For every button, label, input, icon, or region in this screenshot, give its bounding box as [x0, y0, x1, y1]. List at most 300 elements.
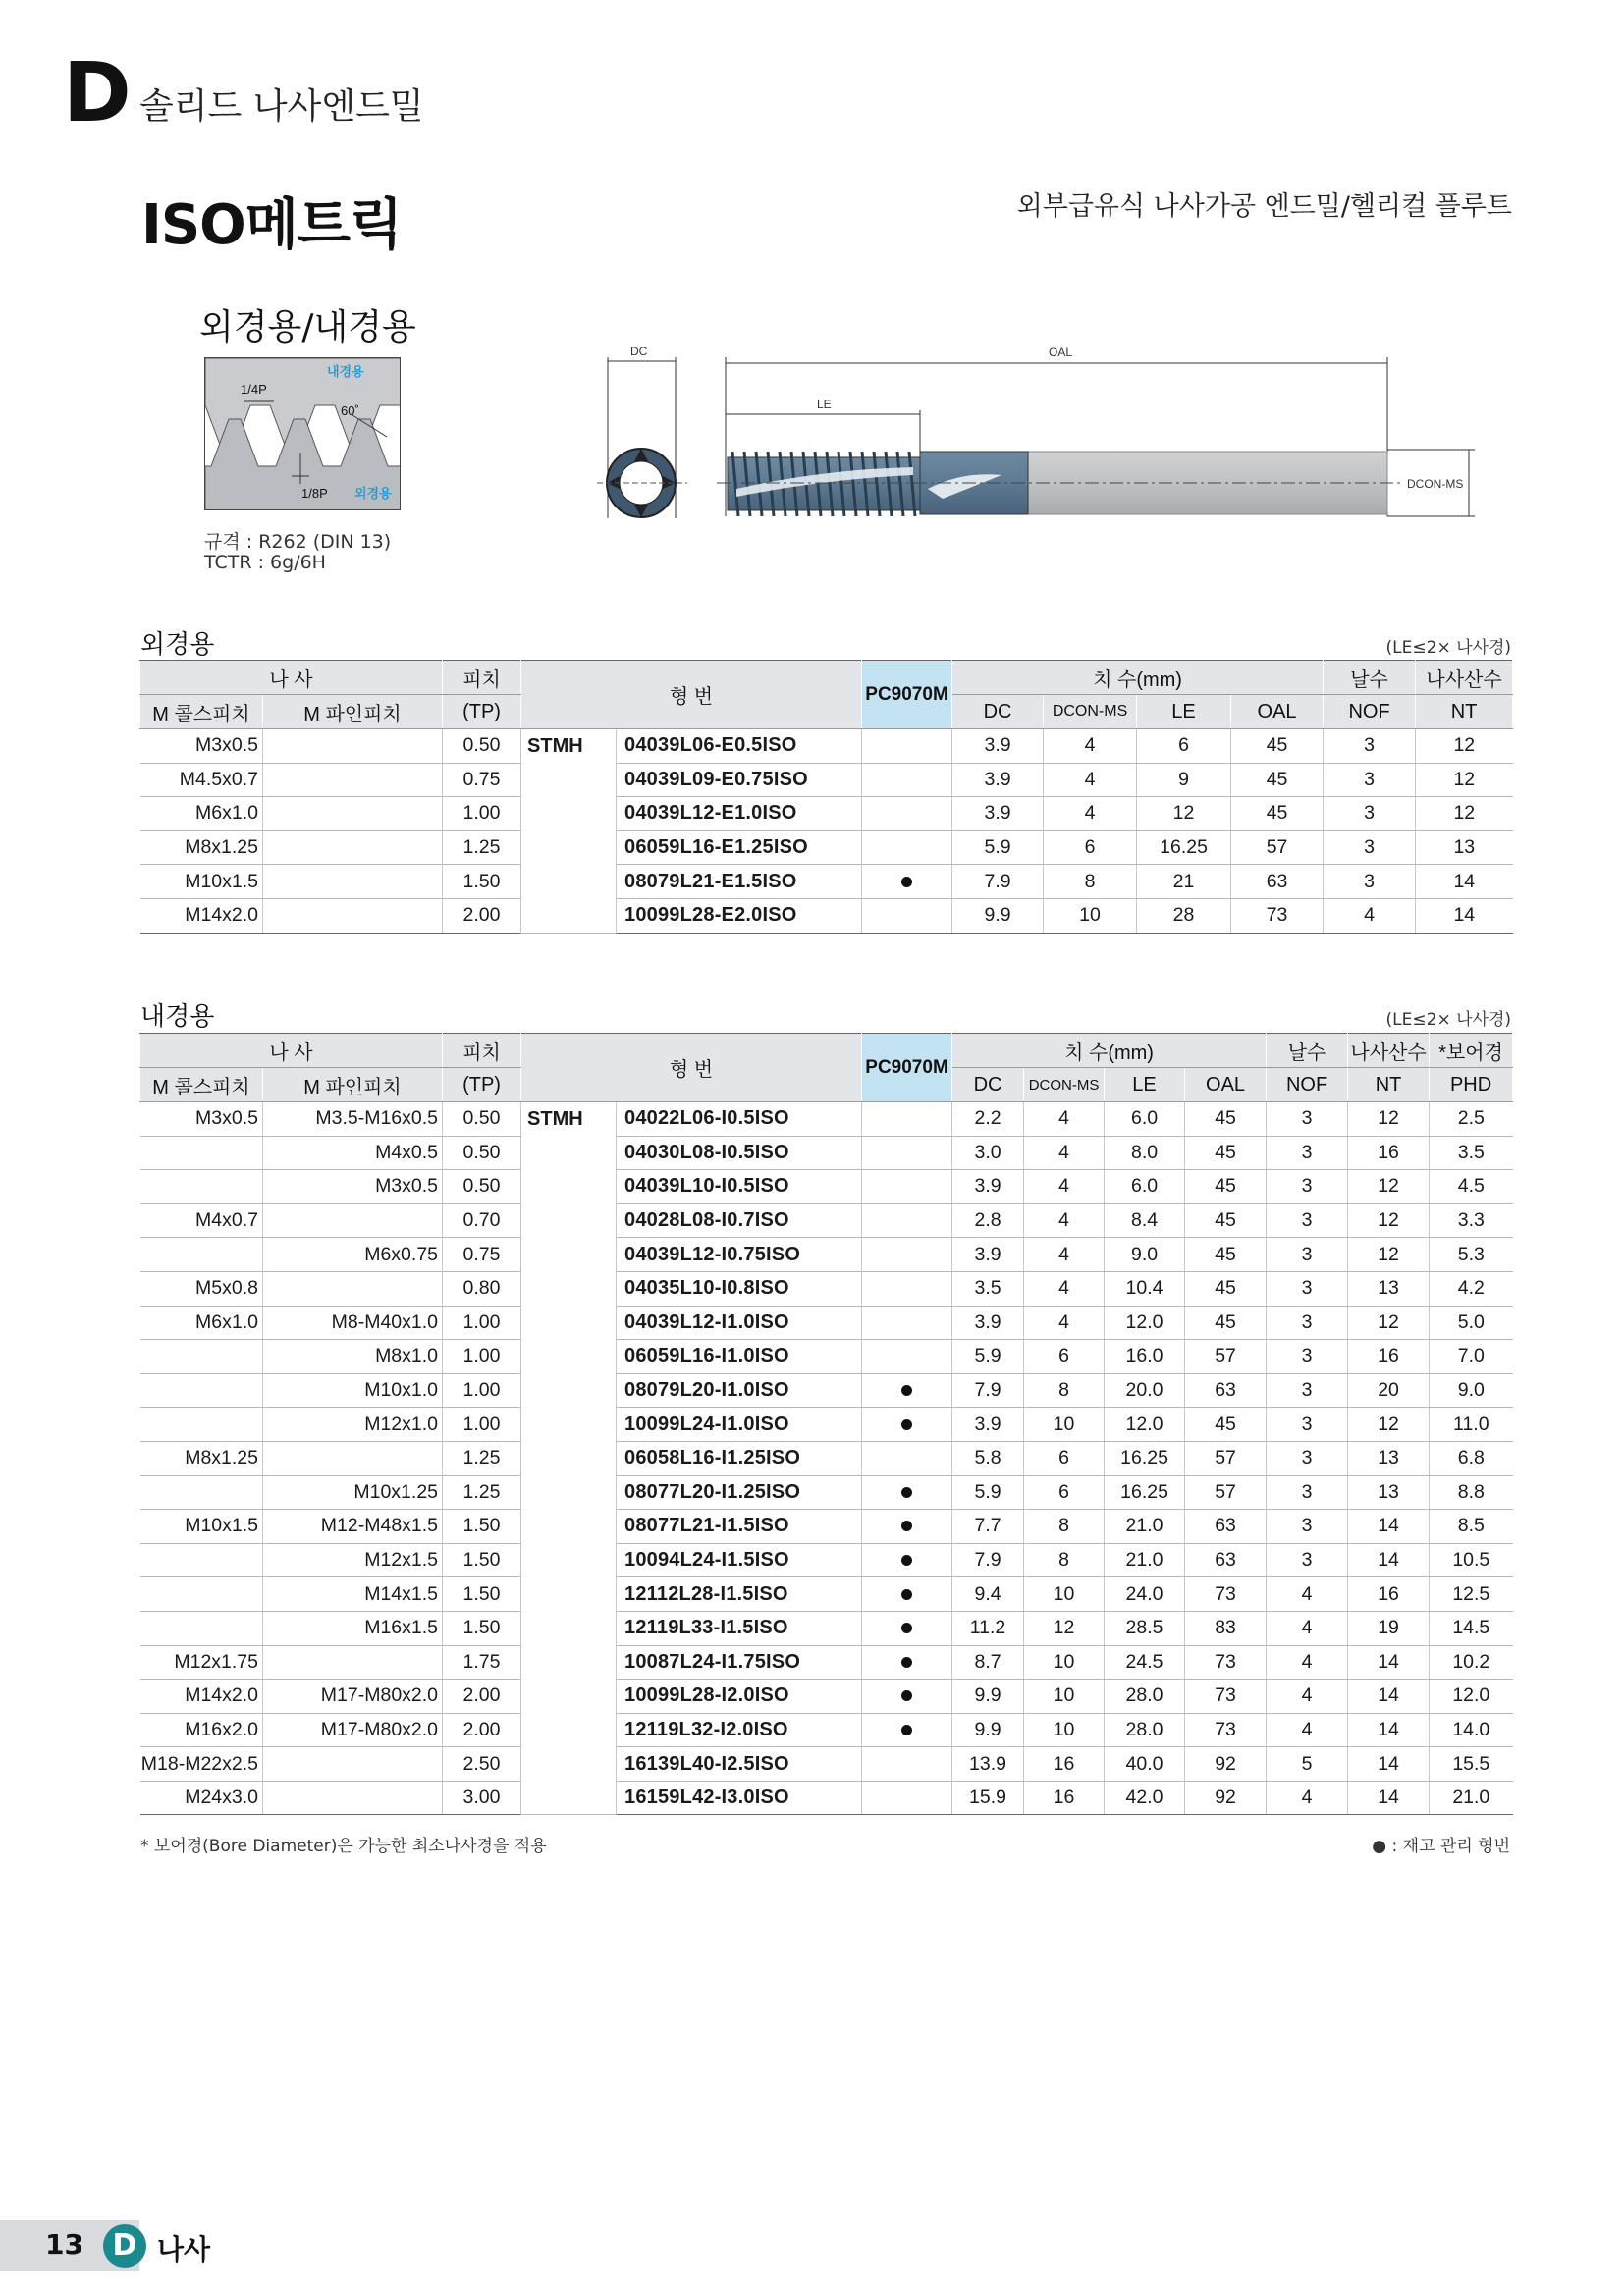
le-cell: 9	[1137, 763, 1231, 797]
nof-cell: 3	[1267, 1271, 1348, 1306]
oal-cell: 45	[1185, 1136, 1267, 1170]
phd-cell: 3.3	[1430, 1203, 1513, 1238]
le-cell: 9.0	[1105, 1238, 1185, 1272]
fine-pitch-cell	[263, 797, 443, 831]
dcon-cell: 6	[1044, 830, 1137, 865]
oal-cell: 45	[1231, 729, 1324, 764]
oal-cell: 45	[1185, 1238, 1267, 1272]
dc-cell: 5.9	[952, 830, 1044, 865]
external-spec-table	[139, 660, 1513, 934]
dcon-label: DCON-MS	[1407, 477, 1464, 491]
stock-cell	[862, 1373, 952, 1408]
coarse-pitch-cell: M4x0.7	[140, 1203, 263, 1238]
pitch-cell: 1.25	[443, 830, 521, 865]
table-row	[140, 1373, 1513, 1408]
coarse-pitch-cell	[140, 1136, 263, 1170]
le-cell: 6.0	[1105, 1102, 1185, 1137]
thread-header: 나 사	[140, 1034, 443, 1068]
dcon-header: DCON-MS	[1024, 1068, 1105, 1102]
phd-cell: 4.5	[1430, 1170, 1513, 1204]
oal-cell: 57	[1185, 1441, 1267, 1475]
nof-cell: 4	[1267, 1781, 1348, 1815]
fine-pitch-cell: M14x1.5	[263, 1577, 443, 1612]
table-row	[140, 1340, 1513, 1374]
table-row	[140, 898, 1513, 933]
oal-cell: 57	[1185, 1475, 1267, 1510]
fine-pitch-cell: M17-M80x2.0	[263, 1713, 443, 1747]
table-row	[140, 830, 1513, 865]
nof-cell: 3	[1267, 1510, 1348, 1544]
oal-cell: 45	[1185, 1306, 1267, 1340]
nof-cell: 3	[1267, 1340, 1348, 1374]
nof-cell: 3	[1267, 1170, 1348, 1204]
internal-spec-table	[139, 1033, 1513, 1815]
pitch-cell: 0.80	[443, 1271, 521, 1306]
fine-pitch-cell: M17-M80x2.0	[263, 1680, 443, 1714]
nof-cell: 4	[1267, 1680, 1348, 1714]
part-number-cell: 04028L08-I0.7ISO	[617, 1203, 862, 1238]
part-number-cell: 04035L10-I0.8ISO	[617, 1271, 862, 1306]
nt-cell: 13	[1348, 1475, 1430, 1510]
angle-label: 60˚	[341, 403, 359, 418]
nof-cell: 3	[1267, 1306, 1348, 1340]
pitch-cell: 2.00	[443, 1713, 521, 1747]
coarse-pitch-cell: M4.5x0.7	[140, 763, 263, 797]
le-cell: 6.0	[1105, 1170, 1185, 1204]
section-title: 솔리드 나사엔드밀	[139, 86, 424, 127]
le-cell: 28.0	[1105, 1713, 1185, 1747]
stock-cell	[862, 1340, 952, 1374]
nt-cell: 14	[1348, 1781, 1430, 1815]
part-number-cell: 08077L20-I1.25ISO	[617, 1475, 862, 1510]
coarse-pitch-cell: M16x2.0	[140, 1713, 263, 1747]
stock-dot-icon	[901, 1555, 912, 1566]
fine-pitch-cell: M12x1.5	[263, 1543, 443, 1577]
dcon-cell: 10	[1024, 1713, 1105, 1747]
fine-pitch-cell	[263, 1781, 443, 1815]
dc-cell: 9.4	[952, 1577, 1024, 1612]
external-table-title: 외경용	[140, 630, 215, 660]
coarse-pitch-cell: M3x0.5	[140, 1102, 263, 1137]
fine-pitch-cell	[263, 1645, 443, 1680]
le-header: LE	[1105, 1068, 1185, 1102]
grade-header: PC9070M	[862, 1034, 952, 1102]
le-header: LE	[1137, 695, 1231, 729]
stock-cell	[862, 1543, 952, 1577]
oal-cell: 73	[1185, 1713, 1267, 1747]
dc-cell: 3.5	[952, 1271, 1024, 1306]
oal-cell: 63	[1231, 865, 1324, 899]
part-number-cell: 04022L06-I0.5ISO	[617, 1102, 862, 1137]
oal-cell: 45	[1185, 1203, 1267, 1238]
series-cell: STMH	[521, 1102, 617, 1815]
page-subtitle: 외부급유식 나사가공 엔드밀/헬리컬 플루트	[1016, 191, 1512, 222]
dcon-header: DCON-MS	[1044, 695, 1137, 729]
table-row	[140, 1475, 1513, 1510]
dc-cell: 7.9	[952, 865, 1044, 899]
pitch-header: 피치	[443, 661, 521, 695]
table-row	[140, 1747, 1513, 1782]
fine-pitch-cell: M3.5-M16x0.5	[263, 1102, 443, 1137]
fine-pitch-cell	[263, 1203, 443, 1238]
nt-header: NT	[1416, 695, 1513, 729]
coarse-pitch-cell: M12x1.75	[140, 1645, 263, 1680]
part-number-cell: 06058L16-I1.25ISO	[617, 1441, 862, 1475]
phd-cell: 4.2	[1430, 1271, 1513, 1306]
table-row	[140, 1680, 1513, 1714]
nt-cell: 12	[1416, 729, 1513, 764]
nt-cell: 12	[1348, 1238, 1430, 1272]
stock-cell	[862, 1203, 952, 1238]
nt-cell: 14	[1348, 1680, 1430, 1714]
oal-cell: 83	[1185, 1611, 1267, 1645]
oal-cell: 73	[1185, 1680, 1267, 1714]
part-number-cell: 10094L24-I1.5ISO	[617, 1543, 862, 1577]
pitch-cell: 1.25	[443, 1475, 521, 1510]
pitch-cell: 1.50	[443, 1577, 521, 1612]
coarse-pitch-cell: M6x1.0	[140, 797, 263, 831]
dc-cell: 3.9	[952, 1238, 1024, 1272]
phd-cell: 3.5	[1430, 1136, 1513, 1170]
phd-cell: 21.0	[1430, 1781, 1513, 1815]
dcon-cell: 10	[1024, 1680, 1105, 1714]
fine-pitch-cell	[263, 1441, 443, 1475]
stock-cell	[862, 1271, 952, 1306]
dcon-cell: 16	[1024, 1781, 1105, 1815]
dims-header: 치 수(mm)	[952, 661, 1324, 695]
coarse-pitch-cell: M14x2.0	[140, 898, 263, 933]
coarse-pitch-cell: M8x1.25	[140, 1441, 263, 1475]
nt-cell: 12	[1348, 1306, 1430, 1340]
phd-cell: 9.0	[1430, 1373, 1513, 1408]
le-label: LE	[817, 398, 832, 411]
dcon-cell: 16	[1024, 1747, 1105, 1782]
stock-footnote: ● : 재고 관리 형번	[1372, 1837, 1510, 1856]
coarse-pitch-cell	[140, 1238, 263, 1272]
fine-header: M 파인피치	[263, 1068, 443, 1102]
fine-pitch-cell	[263, 898, 443, 933]
le-cell: 24.0	[1105, 1577, 1185, 1612]
nof-cell: 3	[1267, 1102, 1348, 1137]
fine-pitch-cell: M10x1.25	[263, 1475, 443, 1510]
coarse-pitch-cell: M14x2.0	[140, 1680, 263, 1714]
stock-dot-icon	[901, 1521, 912, 1531]
part-number-cell: 12112L28-I1.5ISO	[617, 1577, 862, 1612]
le-cell: 42.0	[1105, 1781, 1185, 1815]
nt-cell: 12	[1416, 763, 1513, 797]
le-cell: 16.0	[1105, 1340, 1185, 1374]
oal-cell: 63	[1185, 1510, 1267, 1544]
pitch-cell: 1.50	[443, 1543, 521, 1577]
pitch-cell: 1.00	[443, 1408, 521, 1442]
nt-cell: 14	[1416, 865, 1513, 899]
pitch-cell: 1.50	[443, 1611, 521, 1645]
nt-cell: 12	[1348, 1170, 1430, 1204]
coarse-pitch-cell	[140, 1340, 263, 1374]
le-cell: 8.0	[1105, 1136, 1185, 1170]
fine-pitch-cell: M10x1.0	[263, 1373, 443, 1408]
dc-cell: 5.9	[952, 1340, 1024, 1374]
part-number-cell: 08077L21-I1.5ISO	[617, 1510, 862, 1544]
nof-cell: 4	[1267, 1577, 1348, 1612]
table-row	[140, 1577, 1513, 1612]
coarse-pitch-cell	[140, 1408, 263, 1442]
coarse-pitch-cell	[140, 1373, 263, 1408]
oal-cell: 45	[1185, 1102, 1267, 1137]
nof-cell: 4	[1267, 1713, 1348, 1747]
dcon-cell: 10	[1024, 1645, 1105, 1680]
part-number-cell: 04039L12-I1.0ISO	[617, 1306, 862, 1340]
le-cell: 21.0	[1105, 1543, 1185, 1577]
dcon-cell: 4	[1024, 1271, 1105, 1306]
oal-cell: 92	[1185, 1747, 1267, 1782]
nof-cell: 3	[1324, 830, 1416, 865]
dcon-cell: 4	[1044, 729, 1137, 764]
oal-header: OAL	[1231, 695, 1324, 729]
spec-tolerance: TCTR : 6g/6H	[204, 552, 326, 573]
coarse-pitch-cell	[140, 1475, 263, 1510]
oal-cell: 45	[1185, 1170, 1267, 1204]
stock-cell	[862, 1645, 952, 1680]
le-cell: 6	[1137, 729, 1231, 764]
nof-cell: 3	[1267, 1475, 1348, 1510]
dcon-cell: 4	[1024, 1102, 1105, 1137]
internal-table-note: (LE≤2× 나사경)	[1385, 1010, 1511, 1030]
oal-cell: 57	[1231, 830, 1324, 865]
part-number-cell: 04039L10-I0.5ISO	[617, 1170, 862, 1204]
fine-pitch-cell: M12x1.0	[263, 1408, 443, 1442]
table-row	[140, 1408, 1513, 1442]
nt-cell: 14	[1348, 1747, 1430, 1782]
dc-cell: 7.9	[952, 1373, 1024, 1408]
le-cell: 12.0	[1105, 1408, 1185, 1442]
part-number-cell: 04039L12-E1.0ISO	[617, 797, 862, 831]
pitch-cell: 0.50	[443, 729, 521, 764]
stock-cell	[862, 1577, 952, 1612]
nof-cell: 5	[1267, 1747, 1348, 1782]
le-cell: 16.25	[1105, 1441, 1185, 1475]
nof-header: NOF	[1267, 1068, 1348, 1102]
nt-cell: 14	[1348, 1645, 1430, 1680]
part-number-cell: 10099L24-I1.0ISO	[617, 1408, 862, 1442]
le-cell: 21	[1137, 865, 1231, 899]
coarse-pitch-cell: M24x3.0	[140, 1781, 263, 1815]
nof-cell: 3	[1267, 1203, 1348, 1238]
dc-cell: 2.2	[952, 1102, 1024, 1137]
pitch-cell: 1.00	[443, 1373, 521, 1408]
page-number: 13	[45, 2228, 83, 2261]
pitch-cell: 1.75	[443, 1645, 521, 1680]
part-number-cell: 08079L21-E1.5ISO	[617, 865, 862, 899]
dcon-cell: 4	[1024, 1238, 1105, 1272]
dcon-cell: 8	[1024, 1543, 1105, 1577]
nt-cell: 19	[1348, 1611, 1430, 1645]
nt-cell: 12	[1348, 1102, 1430, 1137]
fine-pitch-cell: M12-M48x1.5	[263, 1510, 443, 1544]
dcon-cell: 6	[1024, 1340, 1105, 1374]
dcon-cell: 6	[1024, 1475, 1105, 1510]
dc-cell: 3.9	[952, 1170, 1024, 1204]
phd-cell: 15.5	[1430, 1747, 1513, 1782]
fine-pitch-cell: M3x0.5	[263, 1170, 443, 1204]
nt-cell: 14	[1348, 1510, 1430, 1544]
stock-cell	[862, 1747, 952, 1782]
series-cell: STMH	[521, 729, 617, 934]
oal-cell: 63	[1185, 1543, 1267, 1577]
oal-label: OAL	[1049, 346, 1073, 359]
table-row	[140, 1645, 1513, 1680]
stock-cell	[862, 1441, 952, 1475]
table-row	[140, 1102, 1513, 1137]
pitch-cell: 0.75	[443, 1238, 521, 1272]
table-row	[140, 1543, 1513, 1577]
phd-cell: 5.3	[1430, 1238, 1513, 1272]
pitch-cell: 1.50	[443, 865, 521, 899]
nof-cell: 3	[1267, 1373, 1348, 1408]
coarse-pitch-cell: M10x1.5	[140, 865, 263, 899]
dc-cell: 5.9	[952, 1475, 1024, 1510]
stock-dot-icon	[901, 877, 912, 887]
threads-header: 나사산수	[1348, 1034, 1430, 1068]
stock-dot-icon	[901, 1725, 912, 1735]
nof-header: NOF	[1324, 695, 1416, 729]
oal-header: OAL	[1185, 1068, 1267, 1102]
stock-cell	[862, 1136, 952, 1170]
dc-label: DC	[630, 345, 648, 358]
coarse-pitch-cell	[140, 1577, 263, 1612]
dc-cell: 3.9	[952, 797, 1044, 831]
part-number-cell: 10099L28-E2.0ISO	[617, 898, 862, 933]
dc-cell: 15.9	[952, 1781, 1024, 1815]
pitch-cell: 1.25	[443, 1441, 521, 1475]
bore-footnote: * 보어경(Bore Diameter)은 가능한 최소나사경을 적용	[140, 1837, 547, 1856]
phd-cell: 14.5	[1430, 1611, 1513, 1645]
stock-cell	[862, 1510, 952, 1544]
dc-cell: 7.9	[952, 1543, 1024, 1577]
dcon-cell: 10	[1024, 1408, 1105, 1442]
table-row	[140, 763, 1513, 797]
pitch-cell: 0.75	[443, 763, 521, 797]
stock-cell	[862, 797, 952, 831]
coarse-pitch-cell: M5x0.8	[140, 1271, 263, 1306]
fine-pitch-cell: M4x0.5	[263, 1136, 443, 1170]
nof-cell: 4	[1267, 1611, 1348, 1645]
nof-cell: 3	[1267, 1441, 1348, 1475]
dcon-cell: 8	[1024, 1510, 1105, 1544]
table-row	[140, 1271, 1513, 1306]
pitch-tp-header: (TP)	[443, 695, 521, 729]
fine-header: M 파인피치	[263, 695, 443, 729]
dc-cell: 3.9	[952, 1306, 1024, 1340]
le-cell: 40.0	[1105, 1747, 1185, 1782]
part-number-cell: 04030L08-I0.5ISO	[617, 1136, 862, 1170]
phd-cell: 8.8	[1430, 1475, 1513, 1510]
stock-cell	[862, 1306, 952, 1340]
pitch-header: 피치	[443, 1034, 521, 1068]
oal-cell: 73	[1185, 1577, 1267, 1612]
le-cell: 20.0	[1105, 1373, 1185, 1408]
nof-cell: 3	[1267, 1408, 1348, 1442]
part-number-cell: 10099L28-I2.0ISO	[617, 1680, 862, 1714]
thread-profile-svg	[205, 358, 401, 510]
part-number-cell: 12119L33-I1.5ISO	[617, 1611, 862, 1645]
nt-cell: 14	[1348, 1543, 1430, 1577]
stock-cell	[862, 1102, 952, 1137]
fine-pitch-cell: M6x0.75	[263, 1238, 443, 1272]
pitch-cell: 3.00	[443, 1781, 521, 1815]
le-cell: 28.0	[1105, 1680, 1185, 1714]
part-number-cell: 06059L16-E1.25ISO	[617, 830, 862, 865]
dcon-cell: 8	[1044, 865, 1137, 899]
stock-cell	[862, 865, 952, 899]
le-cell: 8.4	[1105, 1203, 1185, 1238]
part-no-header: 형 번	[521, 1034, 862, 1102]
pitch-tp-header: (TP)	[443, 1068, 521, 1102]
thread-header: 나 사	[140, 661, 443, 695]
nt-cell: 16	[1348, 1136, 1430, 1170]
oal-cell: 45	[1231, 797, 1324, 831]
stock-cell	[862, 898, 952, 933]
part-number-cell: 04039L09-E0.75ISO	[617, 763, 862, 797]
stock-cell	[862, 1408, 952, 1442]
phd-cell: 2.5	[1430, 1102, 1513, 1137]
table-row	[140, 1713, 1513, 1747]
stock-cell	[862, 1475, 952, 1510]
external-table-note: (LE≤2× 나사경)	[1385, 638, 1511, 658]
fine-pitch-cell: M8-M40x1.0	[263, 1306, 443, 1340]
part-number-cell: 16139L40-I2.5ISO	[617, 1747, 862, 1782]
table-row	[140, 729, 1513, 764]
threads-header: 나사산수	[1416, 661, 1513, 695]
oal-cell: 63	[1185, 1373, 1267, 1408]
coarse-pitch-cell: M8x1.25	[140, 830, 263, 865]
table-row	[140, 1203, 1513, 1238]
nof-cell: 4	[1324, 898, 1416, 933]
le-cell: 10.4	[1105, 1271, 1185, 1306]
stock-dot-icon	[901, 1419, 912, 1430]
fine-pitch-cell	[263, 1747, 443, 1782]
coarse-pitch-cell: M6x1.0	[140, 1306, 263, 1340]
flutes-header: 날수	[1267, 1034, 1348, 1068]
sub-heading: 외경용/내경용	[199, 307, 416, 347]
oal-cell: 92	[1185, 1781, 1267, 1815]
fine-pitch-cell: M8x1.0	[263, 1340, 443, 1374]
fine-pitch-cell	[263, 865, 443, 899]
table-row	[140, 865, 1513, 899]
pitch-cell: 1.50	[443, 1510, 521, 1544]
phd-cell: 14.0	[1430, 1713, 1513, 1747]
pitch-cell: 0.50	[443, 1136, 521, 1170]
nt-cell: 20	[1348, 1373, 1430, 1408]
stock-cell	[862, 763, 952, 797]
nt-cell: 13	[1348, 1271, 1430, 1306]
nof-cell: 3	[1324, 763, 1416, 797]
nt-cell: 14	[1416, 898, 1513, 933]
table-row	[140, 1238, 1513, 1272]
le-cell: 21.0	[1105, 1510, 1185, 1544]
dc-cell: 2.8	[952, 1203, 1024, 1238]
dc-cell: 3.9	[952, 1408, 1024, 1442]
dcon-cell: 12	[1024, 1611, 1105, 1645]
stock-cell	[862, 1611, 952, 1645]
nof-cell: 4	[1267, 1645, 1348, 1680]
table-row	[140, 797, 1513, 831]
external-label: 외경용	[354, 486, 392, 501]
oal-cell: 73	[1231, 898, 1324, 933]
part-number-cell: 04039L06-E0.5ISO	[617, 729, 862, 764]
phd-cell: 12.0	[1430, 1680, 1513, 1714]
phd-cell: 5.0	[1430, 1306, 1513, 1340]
